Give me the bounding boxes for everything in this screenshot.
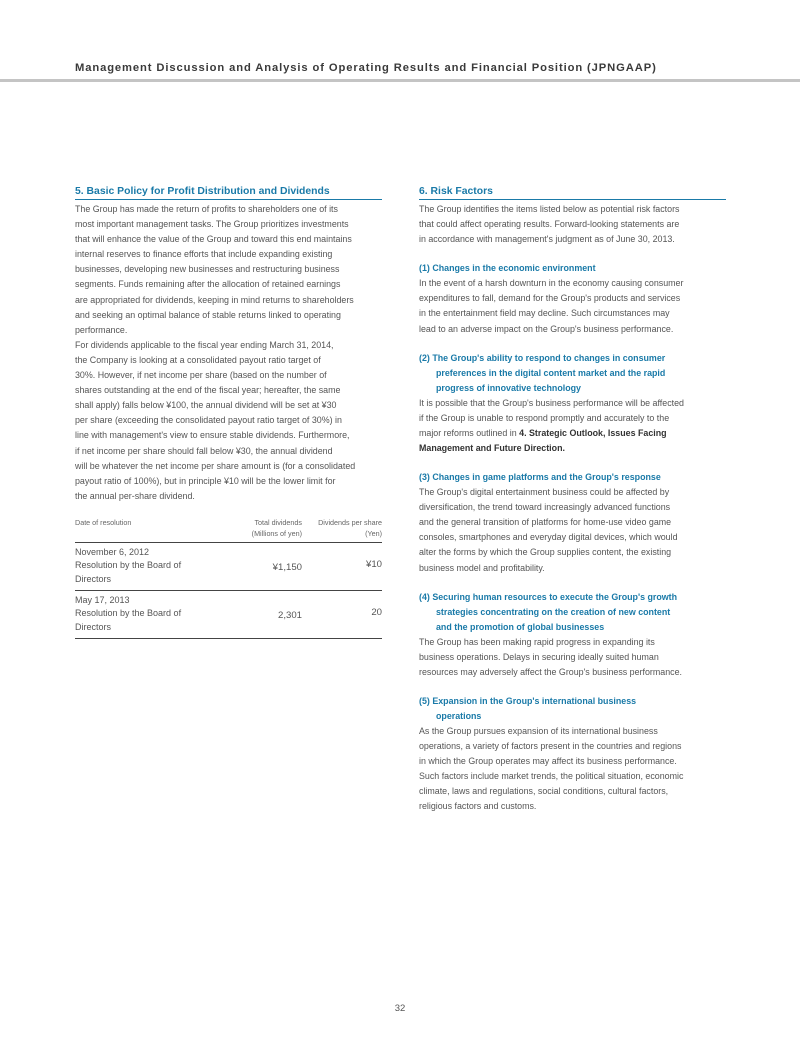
heading-line: strategies concentrating on the creation of new content [436, 606, 671, 617]
column-header-div-line1: Dividends per share [318, 517, 382, 527]
text-line: In the event of a harsh downturn in the economy causing consumer [419, 278, 684, 289]
text-line: For dividends applicable to the fiscal year ending March 31, 2014, [75, 339, 334, 350]
dividend-target-paragraph [75, 338, 382, 504]
text-line: businesses, developing new businesses and restructuring business [75, 264, 340, 275]
text-line: lead to an adverse impact on the Group's business performance. [419, 323, 674, 334]
text-line: alter the forms by which the Group supplies content, the existing [419, 547, 672, 558]
page-header-title: Management Discussion and Analysis of Operating Results and Financial Position (JPNGAAP) [75, 62, 657, 74]
table-row [75, 591, 382, 639]
heading-line: (5) Expansion in the Group's international business [419, 695, 637, 706]
heading-line: (3) Changes in game platforms and the Group's response [419, 472, 661, 483]
text-line: shares outstanding at the end of the fiscal year; hereafter, the same [75, 385, 341, 396]
dividend-policy-paragraph [75, 202, 382, 338]
cell-date: November 6, 2012 [75, 546, 150, 557]
text-line: Such factors include market trends, the political situation, economic [419, 771, 684, 782]
text-line: resources may adversely affect the Group's business performance. [419, 666, 682, 677]
text-line: The Group's digital entertainment business could be affected by [419, 487, 670, 498]
column-header-total-dividends [252, 517, 302, 539]
text-line: 30%. However, if net income per share (based on the number of [75, 370, 327, 381]
text-line: the annual per-share dividend. [75, 490, 195, 501]
cell-resolution [75, 546, 382, 587]
column-header-div-line2: (Yen) [365, 528, 382, 538]
text-line: segments. Funds remaining after the allocation of retained earnings [75, 279, 341, 290]
risk-heading-2 [419, 351, 726, 396]
page-number: 32 [394, 1003, 406, 1014]
text-line: climate, laws and regulations, social conditions, cultural factors, [419, 786, 669, 797]
text-line: line with management's view to ensure stable dividends. Furthermore, [75, 430, 350, 441]
text-line: business model and profitability. [419, 562, 545, 573]
text-line: and the general transition of platforms for home-use video game [419, 517, 672, 528]
text-line: if the Group is unable to respond promptly and accurately to the [419, 412, 670, 423]
text-line: and seeking an optimal balance of stable returns linked to operating [75, 309, 341, 320]
text-line: the Company is looking at a consolidated payout ratio target of [75, 354, 321, 365]
risk-heading-3 [419, 470, 726, 485]
text-line: that will enhance the value of the Group and toward this end maintains [75, 234, 352, 245]
risk-body-2 [419, 396, 726, 456]
text-line: most important management tasks. The Group prioritizes investments [75, 219, 349, 230]
right-column [419, 185, 726, 814]
heading-line: preferences in the digital content market and the rapid [436, 367, 666, 378]
column-header-total-line1: Total dividends [254, 517, 302, 527]
risk-body-4 [419, 635, 726, 680]
text-line: in accordance with management's judgment as of June 30, 2013. [419, 234, 675, 245]
column-header-dividends-per-share [318, 517, 382, 539]
risk-heading-4 [419, 590, 726, 635]
heading-line: (2) The Group's ability to respond to changes in consumer [419, 352, 666, 363]
text-line: The Group has made the return of profits to shareholders one of its [75, 204, 338, 214]
column-header-total-line2: (Millions of yen) [251, 528, 302, 538]
cell-dividend-per-share: ¥10 [365, 558, 382, 570]
cross-reference-link-text: Management and Future Direction. [419, 442, 565, 453]
text-line [419, 441, 726, 456]
text-line: per share (exceeding the consolidated payout ratio target of 30%) in [75, 415, 342, 426]
text-line: operations, a variety of factors present in the countries and regions [419, 740, 682, 751]
section-title-risk-factors: 6. Risk Factors [419, 185, 726, 200]
text-line: It is possible that the Group's business performance will be affected [419, 397, 684, 408]
text-line: payout ratio of 100%), but in principle ¥10 will be the lower limit for [75, 475, 336, 486]
text-line [419, 426, 726, 441]
text-line: The Group has been making rapid progress in expanding its [419, 636, 655, 647]
text-line: in the entertainment field may decline. Such circumstances may [419, 308, 670, 319]
text-line: expenditures to fall, demand for the Group's products and services [419, 293, 681, 304]
section-title-dividends: 5. Basic Policy for Profit Distribution and Dividends [75, 185, 382, 200]
text-span: major reforms outlined in [419, 427, 520, 438]
heading-line: (1) Changes in the economic environment [419, 263, 596, 274]
text-line: will be whatever the net income per share amount is (for a consolidated [75, 460, 356, 471]
heading-line: (4) Securing human resources to execute the Group's growth [419, 591, 678, 602]
text-line: if net income per share should fall below ¥30, the annual dividend [75, 445, 333, 456]
text-line: in which the Group operates may affect its business performance. [419, 756, 677, 767]
text-line: business operations. Delays in securing ideally suited human [419, 651, 659, 662]
text-line: religious factors and customs. [419, 801, 537, 812]
text-line: The Group identifies the items listed below as potential risk factors [419, 204, 680, 214]
heading-line: operations [436, 710, 482, 721]
text-line: internal reserves to finance efforts that include expanding existing [75, 249, 333, 260]
cell-dividend-per-share: 20 [371, 606, 382, 618]
cell-resolution [75, 594, 382, 635]
heading-line: progress of innovative technology [436, 382, 581, 393]
text-line: are appropriated for dividends, keeping in mind returns to shareholders [75, 294, 354, 305]
heading-line: and the promotion of global businesses [436, 621, 605, 632]
cell-date: May 17, 2013 [75, 594, 130, 605]
risk-intro-paragraph [419, 202, 726, 247]
text-line: As the Group pursues expansion of its international business [419, 725, 658, 736]
text-line: shall apply) falls below ¥100, the annual dividend will be set at ¥30 [75, 400, 337, 411]
risk-heading-1 [419, 261, 726, 276]
text-line: that could affect operating results. Forward-looking statements are [419, 219, 680, 230]
cell-resolution-line: Directors [75, 573, 112, 584]
dividend-table [75, 517, 382, 639]
risk-body-1 [419, 276, 726, 336]
cell-total-dividends: ¥1,150 [272, 561, 302, 573]
cross-reference-link-text: 4. Strategic Outlook, Issues Facing [519, 427, 667, 438]
column-header-date: Date of resolution [75, 517, 132, 527]
left-column [75, 185, 382, 639]
text-line: consoles, smartphones and everyday digital devices, which would [419, 532, 678, 543]
text-line: diversification, the trend toward increasingly advanced functions [419, 502, 671, 513]
header-rule [0, 79, 800, 82]
cell-total-dividends: 2,301 [277, 609, 302, 621]
cell-resolution-line: Resolution by the Board of [75, 560, 182, 571]
table-header [75, 517, 382, 543]
risk-heading-5 [419, 694, 726, 724]
risk-body-5 [419, 724, 726, 815]
text-line: performance. [75, 324, 128, 335]
cell-resolution-line: Resolution by the Board of [75, 608, 182, 619]
risk-body-3 [419, 485, 726, 576]
table-row [75, 543, 382, 591]
cell-resolution-line: Directors [75, 621, 112, 632]
